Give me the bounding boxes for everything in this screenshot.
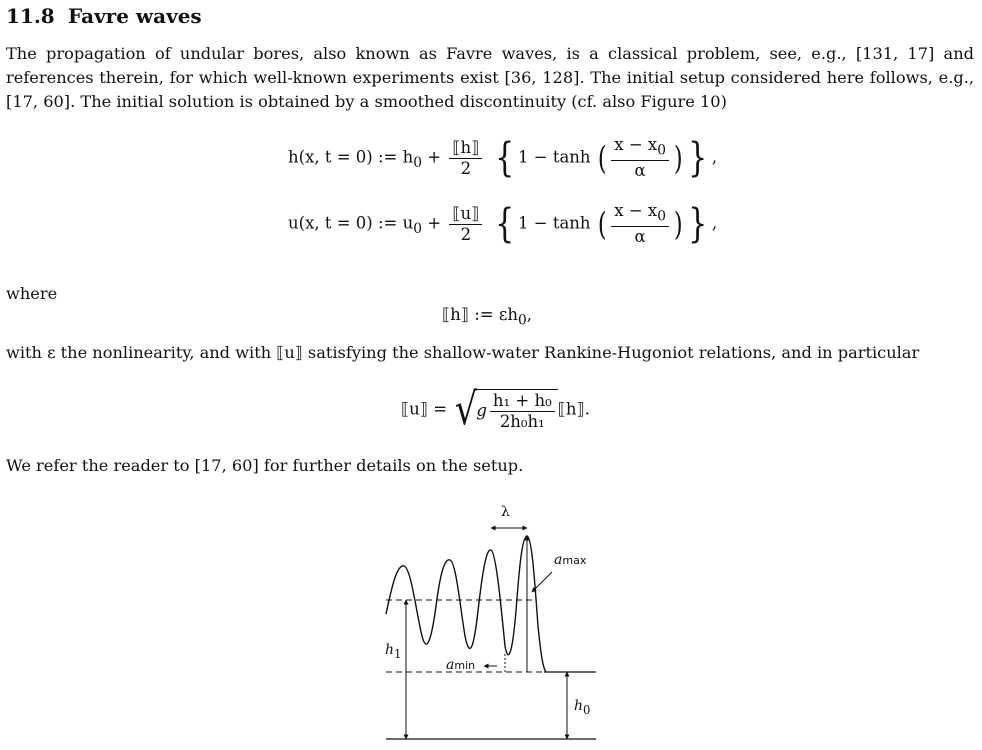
eq-u-comma: , [711,213,718,233]
eq-uj-sqrt [452,384,557,435]
eq-u-close-paren: ) [673,205,683,244]
a-min-label [446,657,475,673]
section-title: Favre waves [68,4,202,28]
eq-u-fraction [449,205,482,244]
equation-jump-definition [442,305,532,328]
equation-h-initial: h(x, t = 0) := $h_0$ + $\frac{⟦h⟧}{2}$ { 1 − tanh ( $\frac{x - x_0}{\alpha}$ ) } , [288,135,718,182]
lambda-label: λ [501,504,510,520]
eq-h-comma: , [711,147,718,167]
eq-h-arg-sub: 0 [657,142,666,159]
eq-u-jump: ⟦u⟧ [449,205,482,225]
intro-paragraph: The propagation of undular bores, also known as Favre waves, is a classical problem, see, e.g., [131, 17] and references therein, for which well-known experiments exist [36, 128]. The initial setup considered here follows, e.g., [17, 60]. The initial solution is obtained by a smoothed discontinuity (cf. also Figure 10) [6,44,974,111]
sqrt-sign-icon: √ [455,384,478,435]
eq-u-open-brace: { [494,201,514,248]
eq-u-open-paren: ( [597,205,607,244]
h1-subscript: 1 [394,646,402,661]
h0-subscript: 0 [583,702,591,717]
eq-uj-den: 2h₀h₁ [499,412,545,431]
eq-u-lhs: u(x, t = 0) := u [288,213,414,233]
h0-symbol: h [574,698,584,714]
eq-u-arg-sub: 0 [657,208,666,225]
a-min-symbol: a [446,657,455,673]
section-number: 11.8 [6,4,55,28]
a-max-subscript: max [562,554,587,567]
eq-h-open-paren: ( [597,139,607,178]
eq-h-close-brace: } [688,135,708,182]
h0-label [574,698,590,717]
a-min-subscript: min [454,659,476,672]
eq-h-sub: 0 [413,154,422,171]
eq-u-arg [611,202,669,246]
eq-h-jump: ⟦h⟧ [449,139,482,159]
where-paragraph: where [6,284,58,303]
h1-label [385,642,401,661]
eq-h-lhs: h(x, t = 0) := h [288,147,414,167]
undular-bore-curve [386,536,546,672]
eq-uj-tail: ⟦h⟧. [557,399,590,419]
eq-h-arg [611,136,669,180]
eq-h-open-brace: { [494,135,514,182]
favre-wave-figure [364,496,614,746]
eq-u-arg-num: x − x [614,201,658,220]
eq-uj-lhs: ⟦u⟧ = [401,399,448,419]
eq-u-close-brace: } [688,201,708,248]
eq-h-fraction [449,139,482,178]
eq-jump-end: , [526,305,533,324]
h1-symbol: h [385,642,395,658]
eq-u-two: 2 [460,224,472,244]
a-max-label [554,552,586,568]
eq-h-tanh: 1 − tanh [518,147,591,167]
eq-h-two: 2 [460,158,472,178]
with-paragraph: with ε the nonlinearity, and with ⟦u⟧ satisfying the shallow-water Rankine-Hugoniot relations, and in particular [6,343,920,362]
section-heading [6,4,202,28]
eq-uj-num: h₁ + h₀ [490,392,555,412]
eq-jump-sub: 0 [518,312,527,329]
eq-jump-lhs: ⟦h⟧ := εh [442,305,519,324]
eq-uj-fraction [490,392,555,431]
eq-h-arg-num: x − x [614,135,658,154]
eq-h-arg-den: α [634,161,646,181]
equation-u-initial: u(x, t = 0) := $u_0$ + $\frac{⟦u⟧}{2}$ { 1 − tanh ( $\frac{x - x_0}{\alpha}$ ) } , [288,201,718,248]
eq-u-sub: 0 [413,220,422,237]
eq-h-close-paren: ) [673,139,683,178]
a-max-symbol: a [554,552,563,568]
eq-u-arg-den: α [634,227,646,247]
eq-uj-g: g [476,401,487,420]
eq-u-tanh: 1 − tanh [518,213,591,233]
equation-rankine-hugoniot [401,384,590,435]
refer-paragraph: We refer the reader to [17, 60] for further details on the setup. [6,456,524,475]
